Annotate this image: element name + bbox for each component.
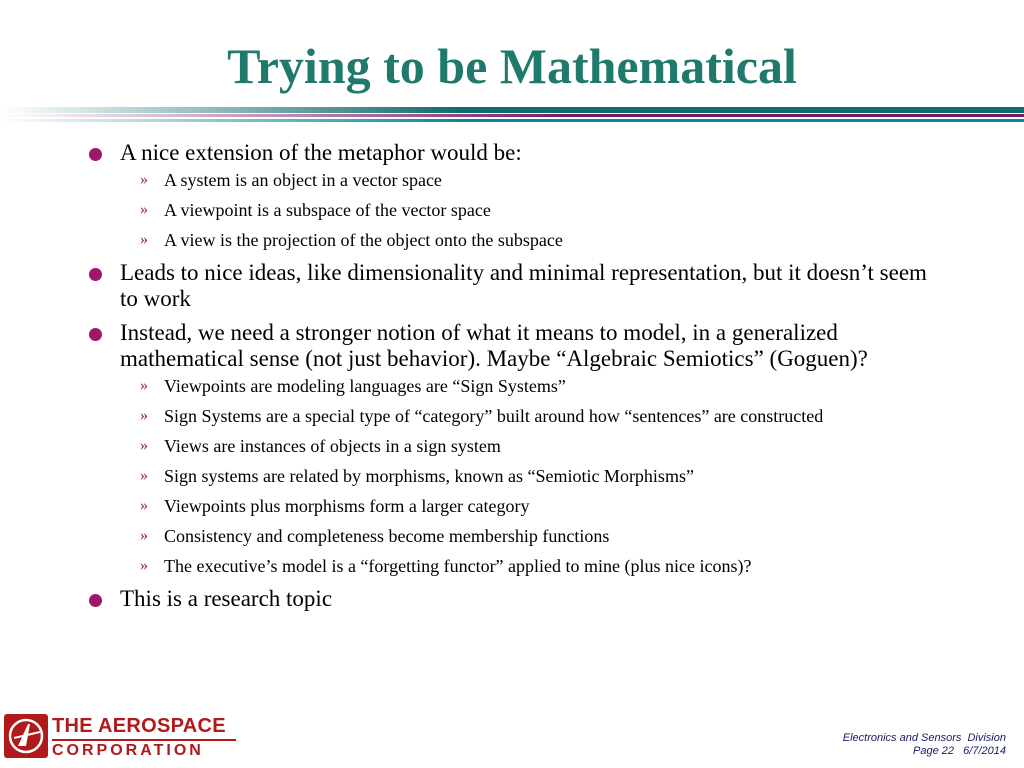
title-rule-purple [0, 114, 1024, 117]
sub-bullet-text: Sign Systems are a special type of “category” built around how “sentences” are constructed [164, 406, 824, 426]
double-chevron-icon: » [140, 557, 148, 574]
bullet-text: A nice extension of the metaphor would be: [120, 140, 522, 165]
double-chevron-icon: » [140, 231, 148, 248]
logo-text-line1: THE AEROSPACE [52, 715, 226, 737]
bullet-item [88, 320, 948, 576]
bullet-dot-icon [89, 594, 102, 607]
slide-title: Trying to be Mathematical [227, 38, 797, 94]
sub-bullet-list [120, 170, 948, 250]
aerospace-logo-icon [4, 714, 48, 758]
title-rule-cyan [0, 119, 1024, 122]
sub-bullet-text: A viewpoint is a subspace of the vector space [164, 200, 491, 220]
bullet-list [88, 140, 948, 620]
sub-bullet-item [120, 496, 948, 516]
bullet-text: Leads to nice ideas, like dimensionality and minimal representation, but it doesn’t seem to work [120, 260, 927, 311]
double-chevron-icon: » [140, 527, 148, 544]
sub-bullet-text: A system is an object in a vector space [164, 170, 442, 190]
sub-bullet-item [120, 170, 948, 190]
logo-text-line2: CORPORATION [52, 742, 204, 759]
sub-bullet-text: Sign systems are related by morphisms, known as “Semiotic Morphisms” [164, 466, 694, 486]
sub-bullet-list [120, 376, 948, 576]
sub-bullet-text: The executive’s model is a “forgetting functor” applied to mine (plus nice icons)? [164, 556, 752, 576]
sub-bullet-text: Views are instances of objects in a sign system [164, 436, 501, 456]
sub-bullet-item [120, 376, 948, 396]
double-chevron-icon: » [140, 497, 148, 514]
sub-bullet-item [120, 466, 948, 486]
bullet-dot-icon [89, 268, 102, 281]
bullet-item [88, 586, 948, 612]
title-rule-teal [0, 107, 1024, 113]
sub-bullet-text: Viewpoints are modeling languages are “Sign Systems” [164, 376, 566, 396]
company-logo [4, 714, 244, 764]
footer-page-date: Page 22 6/7/2014 [913, 745, 1006, 757]
sub-bullet-text: Consistency and completeness become membership functions [164, 526, 610, 546]
bullet-text: This is a research topic [120, 586, 333, 611]
double-chevron-icon: » [140, 467, 148, 484]
sub-bullet-item [120, 436, 948, 456]
sub-bullet-item [120, 200, 948, 220]
double-chevron-icon: » [140, 171, 148, 188]
bullet-dot-icon [89, 328, 102, 341]
footer-division: Electronics and Sensors Division [842, 732, 1006, 744]
slide-footer [843, 732, 1006, 758]
double-chevron-icon: » [140, 201, 148, 218]
sub-bullet-item [120, 406, 948, 426]
bullet-item [88, 140, 948, 250]
sub-bullet-text: A view is the projection of the object onto the subspace [164, 230, 563, 250]
sub-bullet-item [120, 526, 948, 546]
double-chevron-icon: » [140, 377, 148, 394]
sub-bullet-text: Viewpoints plus morphisms form a larger category [164, 496, 530, 516]
sub-bullet-item [120, 556, 948, 576]
sub-bullet-item [120, 230, 948, 250]
bullet-item [88, 260, 948, 312]
double-chevron-icon: » [140, 437, 148, 454]
bullet-dot-icon [89, 148, 102, 161]
bullet-text: Instead, we need a stronger notion of what it means to model, in a generalized mathematical sense (not just behavior). Maybe “Algebraic Semiotics” (Goguen)? [120, 320, 868, 371]
double-chevron-icon: » [140, 407, 148, 424]
